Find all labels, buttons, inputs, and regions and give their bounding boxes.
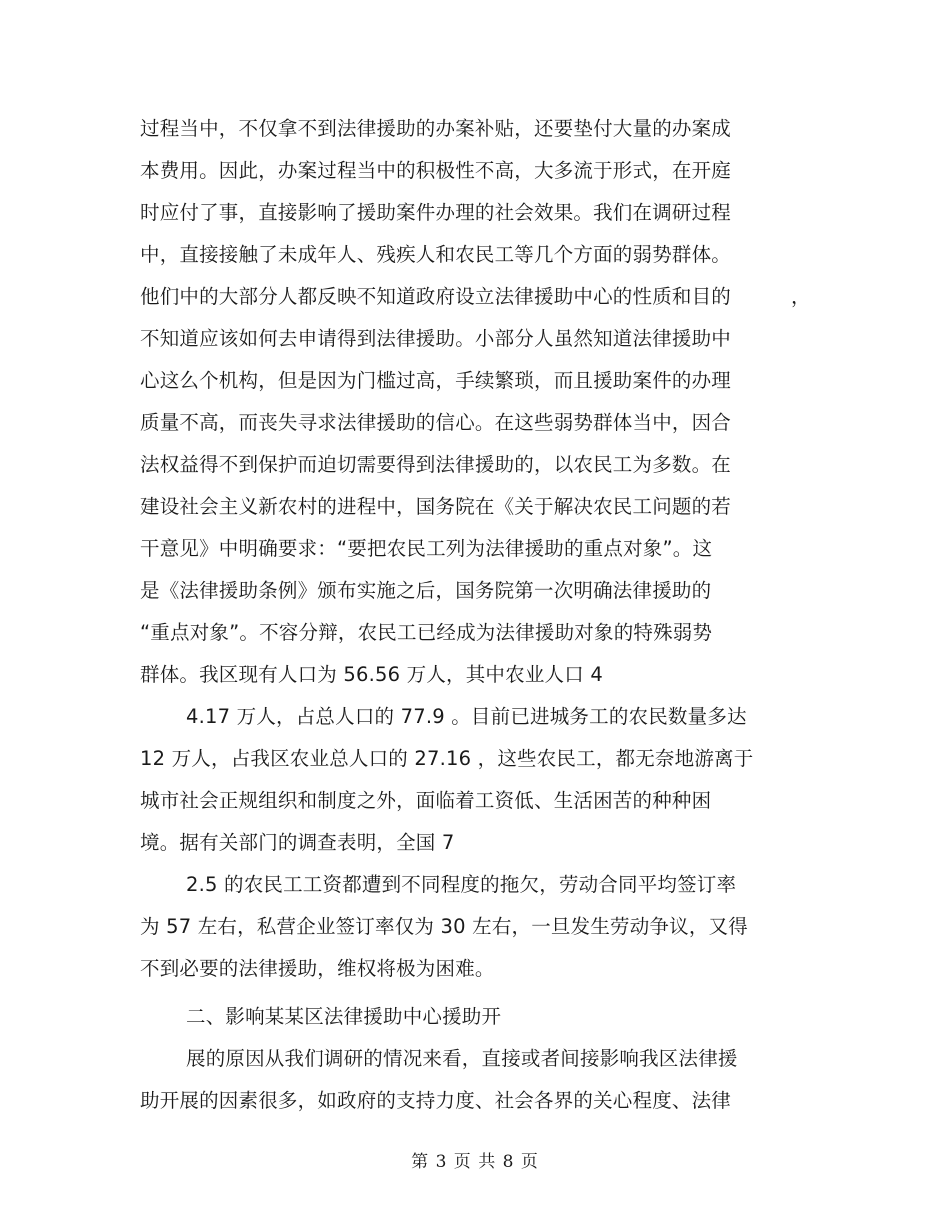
text-line: 境。据有关部门的调查表明，全国 7 xyxy=(140,831,455,854)
text-line: 4.17 万人，占总人口的 77.9 。目前已进城务工的农民数量多达 xyxy=(186,705,747,728)
text-line: 群体。我区现有人口为 56.56 万人，其中农业人口 4 xyxy=(140,663,603,686)
text-line: 建设社会主义新农村的进程中，国务院在《关于解决农民工问题的若 xyxy=(140,495,732,518)
text-line: 城市社会正规组织和制度之外，面临着工资低、生活困苦的种种困 xyxy=(140,789,712,812)
text-line: 过程当中，不仅拿不到法律援助的办案补贴，还要垫付大量的办案成 xyxy=(140,117,732,140)
section-heading: 二、影响某某区法律援助中心援助开 xyxy=(186,1005,502,1028)
text-line: 不知道应该如何去申请得到法律援助。小部分人虽然知道法律援助中 xyxy=(140,327,732,350)
text-line: “重点对象”。不容分辩，农民工已经成为法律援助对象的特殊弱势 xyxy=(140,621,713,644)
text-line: 干意见》中明确要求：“要把农民工列为法律援助的重点对象”。这 xyxy=(140,537,713,560)
text-line: 质量不高，而丧失寻求法律援助的信心。在这些弱势群体当中，因合 xyxy=(140,411,732,434)
text-line: 心这么个机构，但是因为门槛过高，手续繁琐，而且援助案件的办理 xyxy=(140,369,732,392)
text-line: 他们中的大部分人都反映不知道政府设立法律援助中心的性质和目的 xyxy=(140,285,732,308)
text-line: 助开展的因素很多，如政府的支持力度、社会各界的关心程度、法律 xyxy=(140,1089,732,1112)
text-line: 不到必要的法律援助，维权将极为困难。 xyxy=(140,957,495,980)
text-line: 展的原因从我们调研的情况来看，直接或者间接影响我区法律援 xyxy=(186,1047,738,1070)
text-line: 2.5 的农民工工资都遭到不同程度的拖欠，劳动合同平均签订率 xyxy=(186,873,737,896)
text-line: 是《法律援助条例》颁布实施之后，国务院第一次明确法律援助的 xyxy=(140,579,712,602)
text-line: 本费用。因此，办案过程当中的积极性不高，大多流于形式，在开庭 xyxy=(140,159,732,182)
text-line: 时应付了事，直接影响了援助案件办理的社会效果。我们在调研过程 xyxy=(140,201,732,224)
text-line: 法权益得不到保护而迫切需要得到法律援助的，以农民工为多数。在 xyxy=(140,453,732,476)
text-line: 中，直接接触了未成年人、残疾人和农民工等几个方面的弱势群体。 xyxy=(140,243,732,266)
stray-comma: ， xyxy=(791,285,811,308)
text-line: 为 57 左右，私营企业签订率仅为 30 左右，一旦发生劳动争议，又得 xyxy=(140,915,748,938)
text-line: 12 万人，占我区农业总人口的 27.16 ，这些农民工，都无奈地游离于 xyxy=(140,747,754,770)
page-footer: 第 3 页 共 8 页 xyxy=(411,1152,539,1172)
